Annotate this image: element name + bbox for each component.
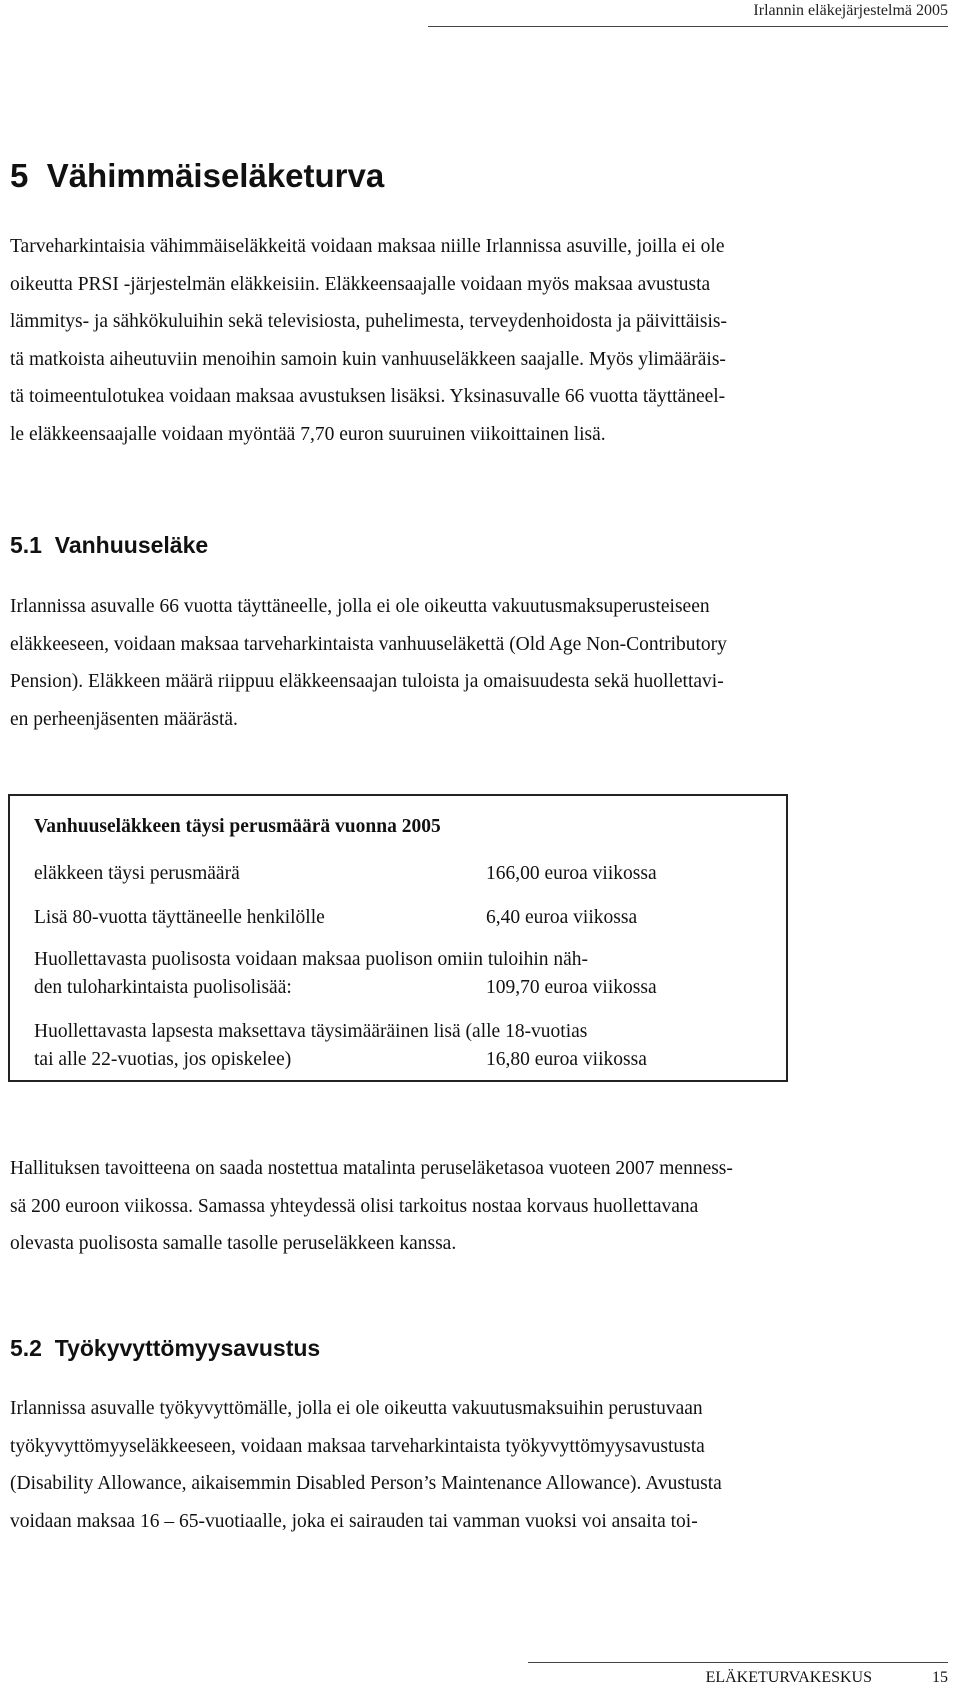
running-header: Irlannin eläkejärjestelmä 2005 (428, 0, 948, 27)
row-value-child: 16,80 euroa viikossa (486, 1049, 647, 1070)
text-line: Pension). Eläkkeen määrä riippuu eläkkeensaajan tuloista ja omaisuudesta sekä huollettavi- (10, 671, 724, 692)
text-line: lämmitys- ja sähkökuluihin sekä televisiosta, puhelimesta, terveydenhoidosta ja päivittäisis- (10, 311, 728, 332)
row-label-spouse: den tuloharkintaista puolisolisää: (34, 977, 292, 998)
text-line: Irlannissa asuvalle työkyvyttömälle, jolla ei ole oikeutta vakuutusmaksuihin perustuvaan (10, 1398, 703, 1419)
row-value-over-80: 6,40 euroa viikossa (486, 907, 638, 928)
text-line: oikeutta PRSI -järjestelmän eläkkeisiin. Eläkkeensaajalle voidaan myös maksaa avustusta (10, 273, 711, 295)
text-line: Hallituksen tavoitteena on saada nostettua matalinta peruseläketasoa vuoteen 2007 menness- (10, 1158, 733, 1179)
section1-paragraph (10, 588, 950, 738)
section-heading-vanhuuselake: 5.1 Vanhuuseläke (10, 532, 209, 558)
text-line: työkyvyttömyyseläkkeeseen, voidaan maksaa tarveharkintaista työkyvyttömyysavustusta (10, 1435, 705, 1457)
text-line: tä toimeentulotukea voidaan maksaa avustuksen lisäksi. Yksinasuvalle 66 vuotta täyttäneel- (10, 386, 726, 407)
row-label-child: tai alle 22-vuotias, jos opiskelee) (34, 1049, 292, 1070)
page-number: 15 (932, 1669, 948, 1686)
text-line: olevasta puolisosta samalle tasolle peruseläkkeen kanssa. (10, 1233, 457, 1254)
section2-paragraph (10, 1390, 950, 1540)
text-line: voidaan maksaa 16 – 65-vuotiaalle, joka ei sairauden tai vamman vuoksi voi ansaita toi- (10, 1510, 698, 1532)
text-line: eläkkeeseen, voidaan maksaa tarveharkintaista vanhuuseläkettä (Old Age Non-Contributory (10, 633, 727, 655)
text-line: Tarveharkintaisia vähimmäiseläkkeitä voidaan maksaa niille Irlannissa asuville, joilla ei ole (10, 236, 725, 257)
text-line: tä matkoista aiheutuviin menoihin samoin kuin vanhuuseläkkeen saajalle. Myös ylimääräis- (10, 348, 726, 370)
text-line: (Disability Allowance, aikaisemmin Disabled Person’s Maintenance Allowance). Avustusta (10, 1473, 722, 1494)
row-value-full-amount: 166,00 euroa viikossa (486, 863, 657, 884)
after-box-paragraph (10, 1150, 950, 1263)
page-footer (528, 1662, 948, 1687)
text-line: Irlannissa asuvalle 66 vuotta täyttäneelle, jolla ei ole oikeutta vakuutusmaksuperusteiseen (10, 596, 710, 617)
intro-paragraph (10, 228, 950, 453)
box-title: Vanhuuseläkkeen täysi perusmäärä vuonna 2005 (34, 816, 441, 837)
row-label-full-amount: eläkkeen täysi perusmäärä (34, 863, 240, 884)
row-value-spouse: 109,70 euroa viikossa (486, 977, 657, 998)
row-label-over-80: Lisä 80-vuotta täyttäneelle henkilölle (34, 907, 325, 928)
section-heading-tyokyvyttomyysavustus: 5.2 Työkyvyttömyysavustus (10, 1335, 321, 1361)
row-text-child: Huollettavasta lapsesta maksettava täysimääräinen lisä (alle 18-vuotias (34, 1021, 588, 1042)
text-line: en perheenjäsenten määrästä. (10, 708, 238, 730)
row-text-spouse: Huollettavasta puolisosta voidaan maksaa puolison omiin tuloihin näh- (34, 949, 589, 970)
text-line: sä 200 euroon viikossa. Samassa yhteydessä olisi tarkoitus nostaa korvaus huollettavana (10, 1195, 699, 1217)
pension-amount-box (8, 794, 788, 1082)
text-line: le eläkkeensaajalle voidaan myöntää 7,70 euron suuruinen viikoittainen lisä. (10, 423, 606, 445)
footer-organization: ELÄKETURVAKESKUS (705, 1669, 872, 1686)
chapter-heading: 5 Vähimmäiseläketurva (10, 157, 385, 194)
